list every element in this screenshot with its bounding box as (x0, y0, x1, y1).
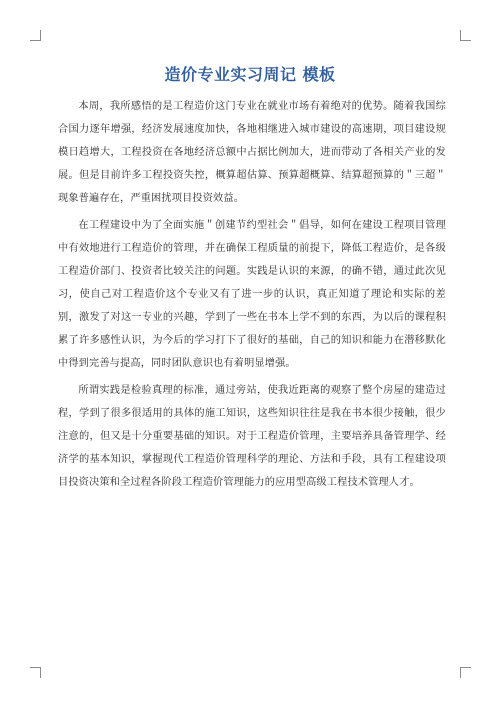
paragraph-1: 本周，我所感悟的是工程造价这门专业在就业市场有着绝对的优势。随着我国综合国力逐年增强，经济发展速度加快，各地相继进入城市建设的高速期，项目建设规模日趋增大，工程投资在各地经济总额中占据比例加大，进而带动了各相关产业的发展。但是目前许多工程投资失控，概算超估算、预算超概算、结算超预算的＂三超＂现象普遍存在，严重困扰项目投资效益。 (58, 101, 446, 204)
crop-mark-bottom-right (460, 667, 471, 678)
crop-mark-bottom-left (30, 667, 41, 678)
paragraph-2: 在工程建设中为了全面实施＂创建节约型社会＂倡导，如何在建设工程项目管理中有效地进行工程造价的管理，并在确保工程质量的前提下，降低工程造价，是各级工程造价部门、投资者比较关注的问题。实践是认识的来源，的确不错，通过此次见习，使自己对工程造价这个专业又有了进一步的认识，真正知道了理论和实际的差别，激发了对这一专业的兴趣，学到了一些在书本上学不到的东西，为以后的课程积累了许多感性认识，为今后的学习打下了很好的基础，自己的知识和能力在潜移默化中得到完善与提高，同时团队意识也有着明显增强。 (58, 220, 446, 369)
crop-mark-top-right (460, 30, 471, 41)
page-title: 造价专业实习周记 模板 (164, 65, 336, 84)
paragraph-3: 所谓实践是检验真理的标准，通过旁站，使我近距离的观察了整个房屋的建造过程，学到了很多很适用的具体的施工知识，这些知识往往是我在书本很少接触，很少注意的，但又是十分重要基础的知识。对于工程造价管理，主要培养具备管理学、经济学的基本知识，掌握现代工程造价管理科学的理论、方法和手段，具有工程建设项目投资决策和全过程各阶段工程造价管理能力的应用型高级工程技术管理人才。 (58, 385, 446, 488)
document-body (58, 95, 446, 498)
crop-mark-top-left (30, 30, 41, 41)
